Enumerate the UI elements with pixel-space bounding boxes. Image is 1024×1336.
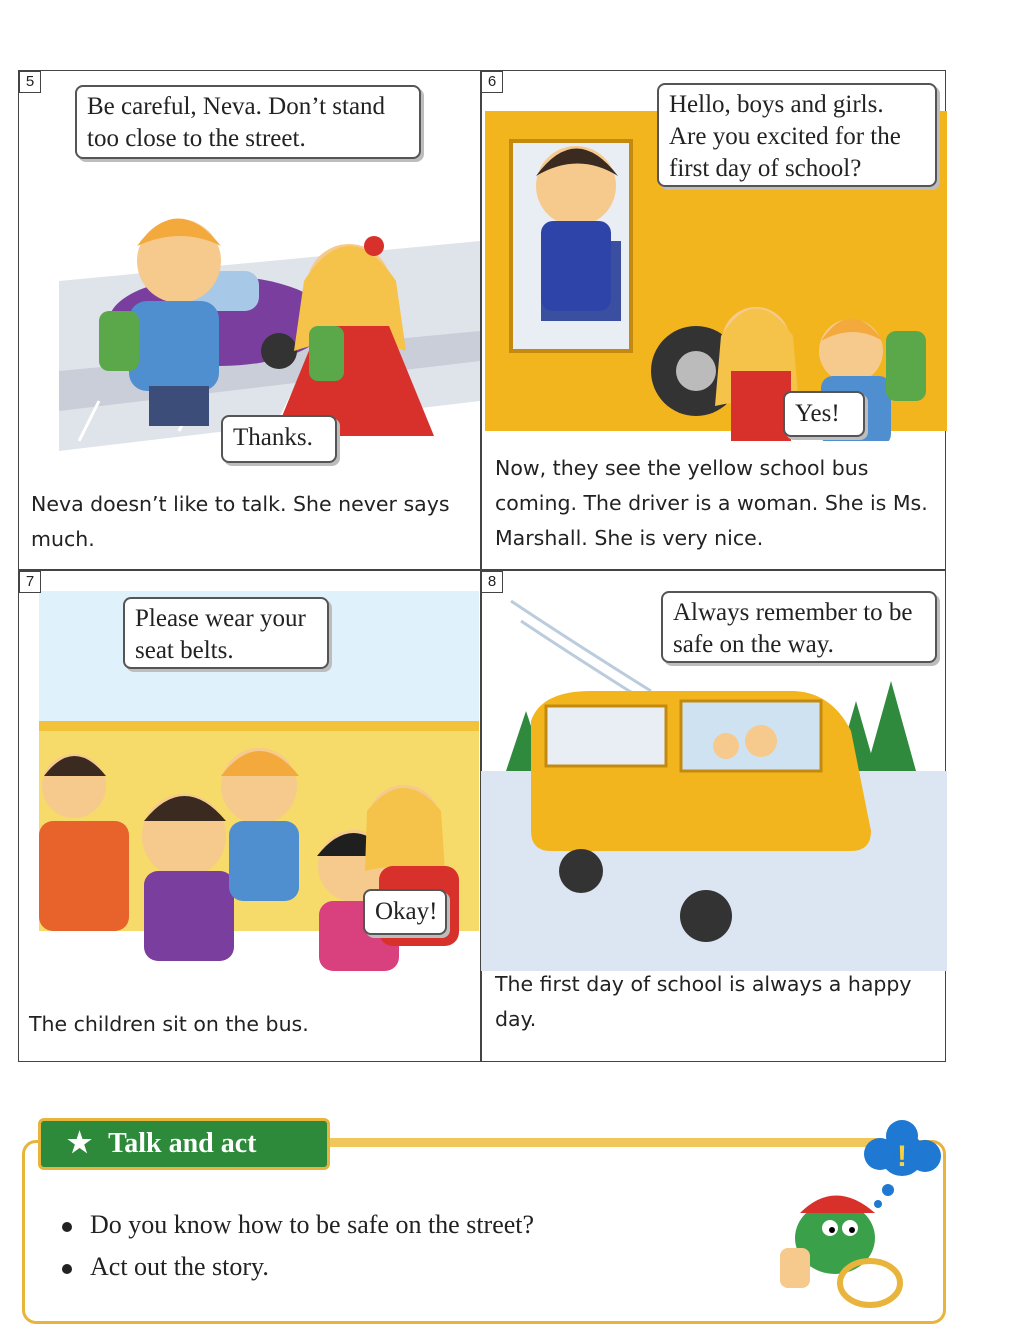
bullet-icon	[62, 1264, 72, 1274]
speech-bubble: Okay!	[363, 889, 447, 935]
panel-5	[19, 71, 480, 569]
panel-7	[19, 571, 480, 1061]
list-item-text: Act out the story.	[90, 1252, 269, 1281]
exclamation-icon: !	[897, 1140, 907, 1173]
speech-bubble: Please wear your seat belts.	[123, 597, 329, 669]
bullet-icon	[62, 1222, 72, 1232]
panel-caption: The first day of school is always a happy day.	[495, 972, 912, 1031]
star-icon: ★	[67, 1128, 93, 1159]
talk-and-act-list	[62, 1204, 534, 1288]
list-item-text: Do you know how to be safe on the street?	[90, 1210, 535, 1239]
panel-number: 8	[481, 571, 503, 593]
comic-grid	[18, 70, 946, 1062]
panel-number: 7	[19, 571, 41, 593]
speech-bubble: Hello, boys and girls. Are you excited for the first day of school?	[657, 83, 937, 187]
speech-bubble: Thanks.	[221, 415, 337, 463]
list-item	[62, 1204, 534, 1246]
mascot-illustration	[760, 1118, 960, 1318]
speech-bubble: Be careful, Neva. Don’t stand too close to the street.	[75, 85, 421, 159]
panel-6	[481, 71, 947, 569]
speech-bubble: Always remember to be safe on the way.	[661, 591, 937, 663]
panel-caption: The children sit on the bus.	[29, 1012, 309, 1036]
panel-number: 6	[481, 71, 503, 93]
panel-8	[481, 571, 947, 1061]
talk-and-act-header	[38, 1118, 330, 1170]
panel-caption: Neva doesn’t like to talk. She never says much.	[31, 492, 450, 551]
panel-number: 5	[19, 71, 41, 93]
talk-and-act-title: Talk and act	[108, 1128, 257, 1159]
speech-bubble: Yes!	[783, 391, 865, 437]
panel-caption: Now, they see the yellow school bus coming. The driver is a woman. She is Ms. Marshall. She is very nice.	[495, 456, 928, 550]
list-item	[62, 1246, 534, 1288]
